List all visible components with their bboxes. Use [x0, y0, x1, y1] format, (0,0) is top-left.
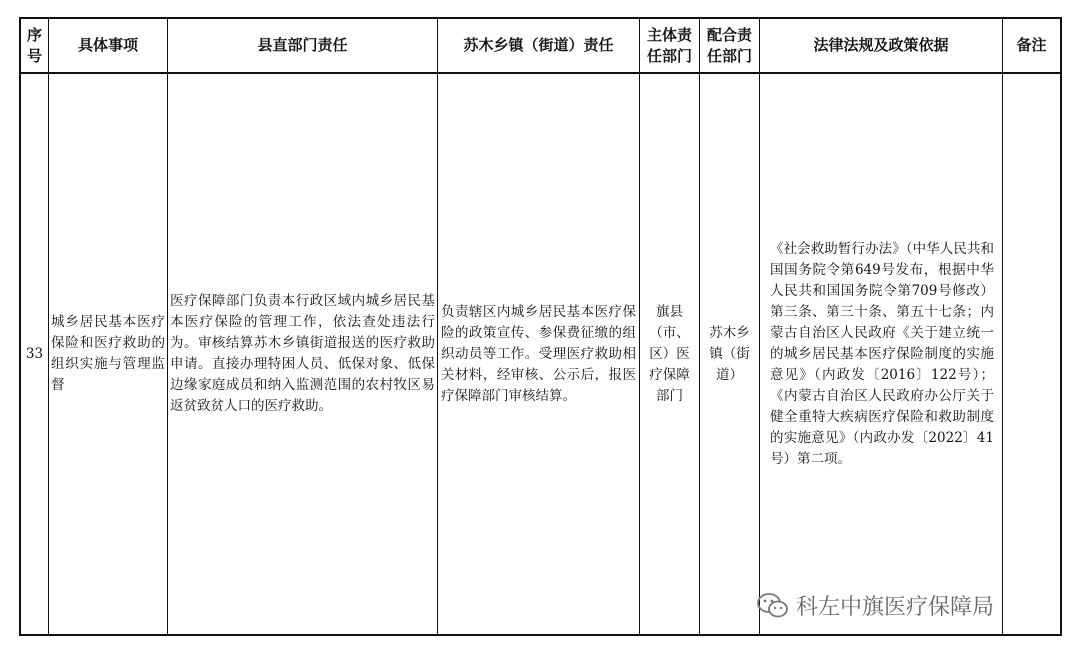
- row-seq: 33: [25, 345, 44, 362]
- row-county: [168, 74, 437, 634]
- row-item: [49, 74, 167, 634]
- header-item: 具体事项: [77, 36, 138, 54]
- row-law: [760, 74, 1002, 634]
- row-town-text: 负责辖区内城乡居民基本医疗保险的政策宣传、参保费征缴的组织动员等工作。受理医疗救助相关材料，经审核、公示后，报医疗保障部门审核结算。: [441, 303, 636, 404]
- row-note: [1003, 74, 1060, 634]
- table-border-right: [1060, 17, 1062, 636]
- header-lead: 主体责任部门: [646, 25, 692, 65]
- row-law-text: 《社会救助暂行办法》（中华人民共和国国务院令第649号发布，根据中华人民共和国国务院令第709号修改）第三条、第三十条、第五十七条；内蒙古自治区人民政府《关于建立统一的城乡居民基本医疗保险制度的实施意见》（内政发〔2016〕122号）；《内蒙古自治区人民政府办公厅关于健全重特大疾病医疗保险和救助制度的实施意见》（内政办发〔2022〕41号）第二项。: [770, 240, 994, 467]
- row-lead: [640, 74, 699, 634]
- header-county: 县直部门责任: [257, 36, 348, 54]
- policy-table: [19, 17, 1062, 636]
- wechat-icon: [756, 592, 790, 620]
- row-assist: [700, 74, 759, 634]
- header-seq: 序号: [26, 25, 42, 65]
- table-border-bottom: [19, 634, 1062, 636]
- watermark-text: 科左中旗医疗保障局: [796, 595, 995, 620]
- watermark: [756, 590, 994, 621]
- header-assist: 配合责任部门: [706, 25, 752, 65]
- header-law: 法律法规及政策依据: [813, 36, 949, 54]
- row-item-text: 城乡居民基本医疗保险和医疗救助的组织实施与管理监督: [51, 314, 165, 393]
- row-county-text: 医疗保障部门负责本行政区域内城乡居民基本医疗保险的管理工作，依法查处违法行为。审核结算苏木乡镇街道报送的医疗救助申请。直接办理特困人员、低保对象、低保边缘家庭成员和纳入监测范围的农村牧区易返贫致贫人口的医疗救助。: [170, 293, 435, 414]
- row-town: [438, 74, 639, 634]
- header-town: 苏木乡镇（街道）责任: [463, 36, 614, 54]
- row-lead-text: 旗县（市、区）医疗保障部门: [649, 303, 690, 404]
- header-note: 备注: [1016, 36, 1047, 54]
- row-assist-text: 苏木乡镇（街道）: [709, 324, 750, 383]
